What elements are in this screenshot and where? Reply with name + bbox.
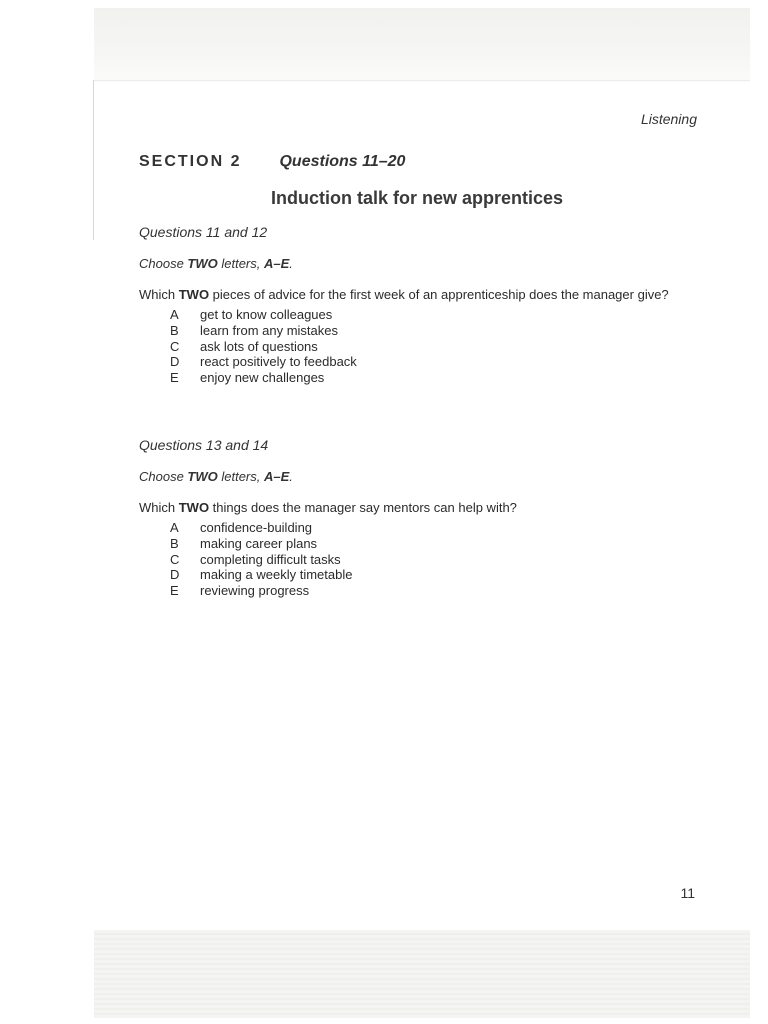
option-e — [170, 583, 517, 599]
question-stem — [139, 287, 669, 302]
option-c — [170, 339, 669, 355]
instruction-text: Choose — [139, 256, 188, 271]
question-text: things does the manager say mentors can help with? — [209, 500, 517, 515]
option-c — [170, 552, 517, 568]
page-number: 11 — [680, 885, 695, 901]
instruction — [139, 469, 517, 484]
option-letter: C — [170, 338, 180, 354]
running-head: Listening — [640, 111, 697, 127]
instruction — [139, 256, 669, 271]
instruction-text: Choose — [139, 469, 188, 484]
option-letter: E — [170, 370, 179, 386]
option-letter: B — [170, 322, 179, 338]
option-text: enjoy new challenges — [200, 370, 325, 386]
option-text: completing difficult tasks — [200, 551, 341, 567]
option-list — [139, 520, 517, 599]
option-a — [170, 520, 517, 536]
option-letter: B — [170, 535, 179, 551]
question-group-13-14 — [139, 437, 517, 599]
instruction-text: letters, — [217, 256, 264, 271]
section-header — [139, 153, 405, 171]
question-emphasis: TWO — [178, 500, 210, 515]
page-title: Induction talk for new apprentices — [270, 188, 564, 208]
question-emphasis: TWO — [178, 287, 210, 302]
question-text: Which — [139, 500, 179, 515]
question-group-11-12 — [139, 224, 669, 386]
instruction-text: . — [289, 469, 293, 484]
option-text: get to know colleagues — [200, 307, 333, 322]
option-d — [170, 354, 669, 370]
option-letter: A — [170, 520, 179, 535]
section-label: SECTION 2 — [139, 153, 242, 170]
option-letter: A — [170, 307, 179, 322]
option-text: learn from any mistakes — [200, 322, 338, 338]
option-text: react positively to feedback — [200, 354, 357, 370]
question-text: Which — [139, 287, 179, 302]
option-text: ask lots of questions — [200, 338, 318, 354]
option-text: reviewing progress — [200, 583, 310, 599]
option-letter: C — [170, 551, 180, 567]
option-letter: D — [170, 354, 180, 370]
instruction-emphasis: A–E — [264, 469, 290, 484]
option-text: confidence-building — [200, 520, 313, 535]
question-range: Questions 11–20 — [279, 153, 406, 170]
question-stem — [139, 500, 517, 515]
page-left-edge — [93, 80, 94, 240]
instruction-emphasis: TWO — [187, 256, 218, 271]
instruction-text: letters, — [217, 469, 264, 484]
option-d — [170, 567, 517, 583]
question-text: pieces of advice for the first week of an apprenticeship does the manager give? — [209, 287, 669, 302]
question-group-heading: Questions 11 and 12 — [139, 224, 268, 240]
option-a — [170, 307, 669, 323]
option-letter: D — [170, 567, 180, 583]
instruction-emphasis: TWO — [187, 469, 218, 484]
option-list — [139, 307, 669, 386]
option-text: making a weekly timetable — [200, 567, 353, 583]
option-letter: E — [170, 583, 179, 599]
option-b — [170, 536, 517, 552]
instruction-emphasis: A–E — [264, 256, 290, 271]
scan-shadow-bottom — [94, 930, 750, 1018]
option-text: making career plans — [200, 535, 318, 551]
option-b — [170, 323, 669, 339]
scan-shadow-top — [94, 8, 750, 82]
option-e — [170, 370, 669, 386]
question-group-heading: Questions 13 and 14 — [139, 437, 269, 453]
instruction-text: . — [289, 256, 293, 271]
page-top-edge — [94, 80, 750, 81]
